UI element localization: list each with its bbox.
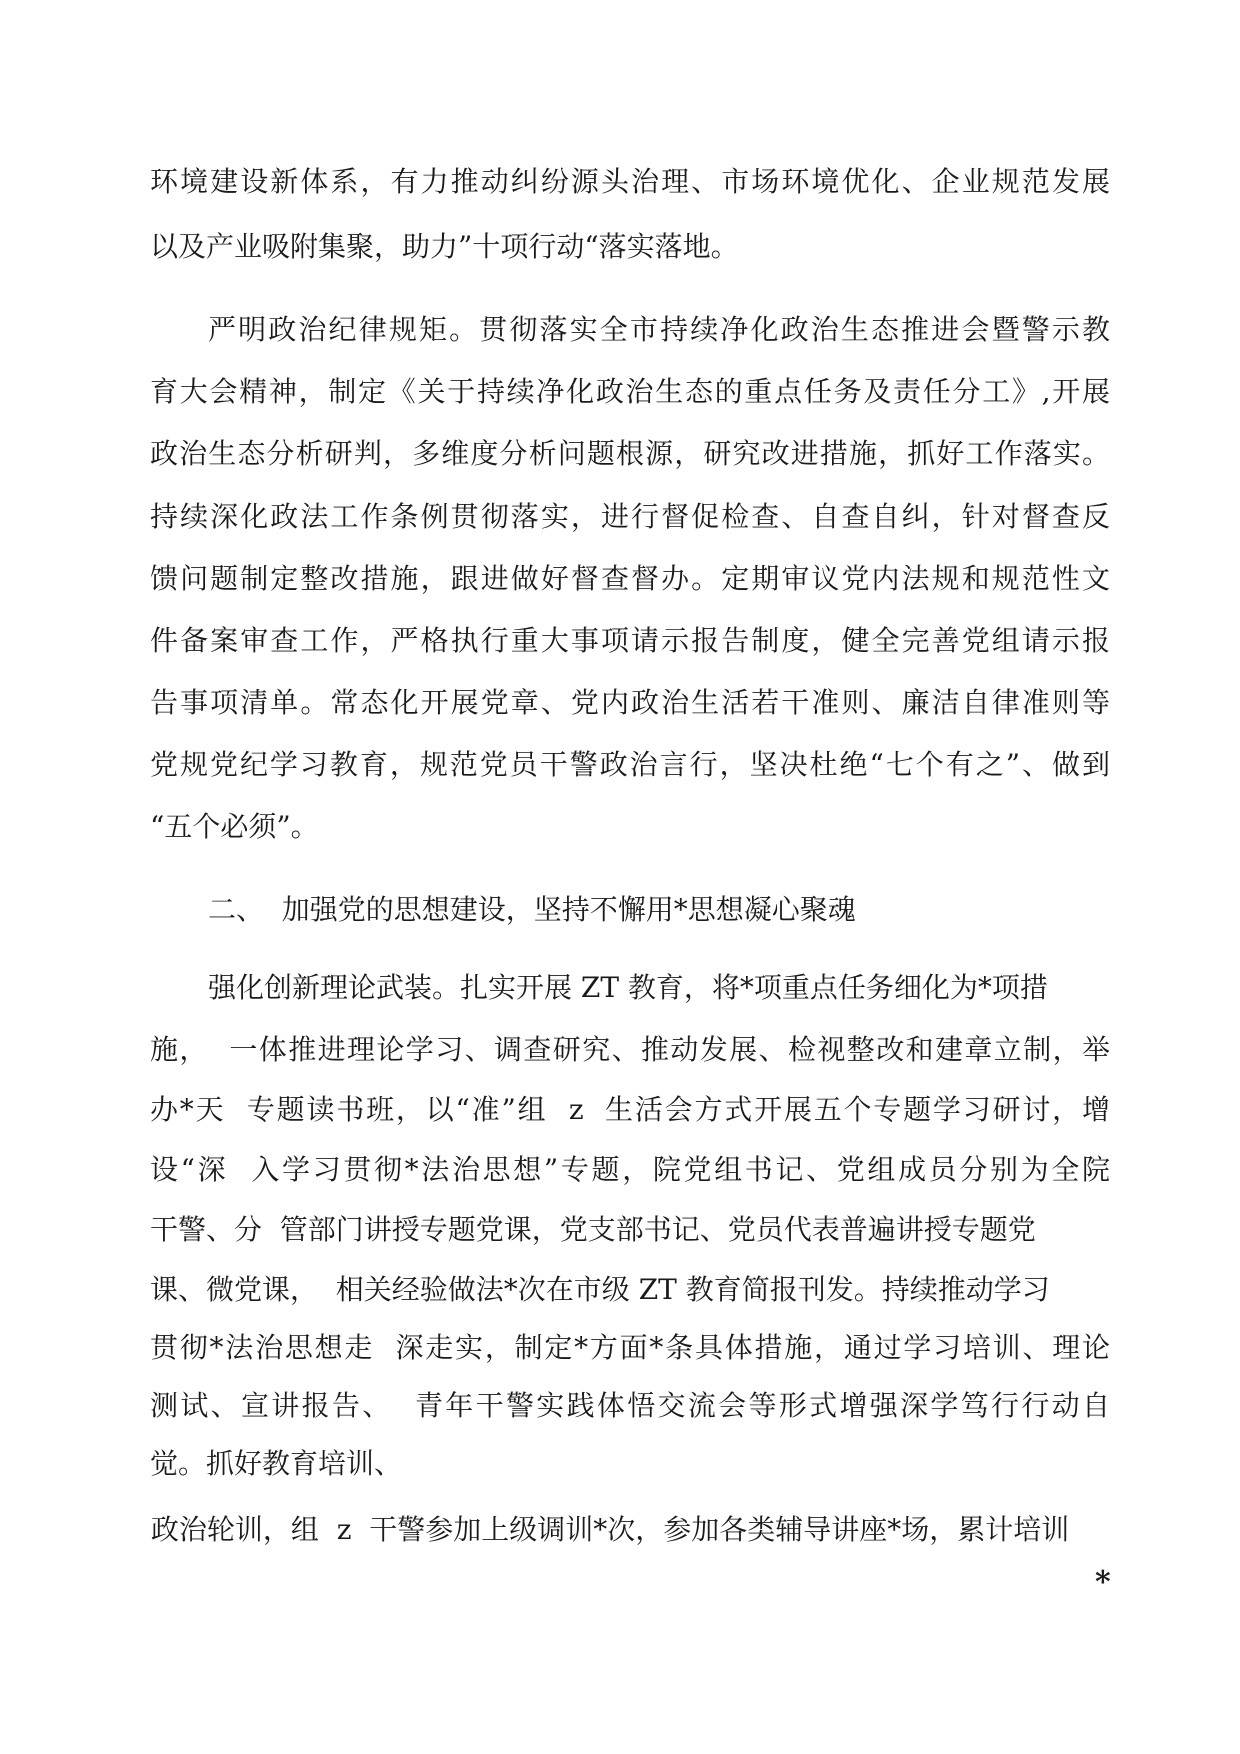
paragraph-line: 环境建设新体系，有力推动纠纷源头治理、市场环境优化、企业规范发展	[150, 165, 1110, 198]
paragraph-line: 党规党纪学习教育，规范党员干警政治言行，坚决杜绝“七个有之”、做到	[150, 748, 1110, 781]
section-heading: 二、 加强党的思想建设，坚持不懈用*思想凝心聚魂	[208, 893, 856, 926]
paragraph-line: 告事项清单。常态化开展党章、党内政治生活若干准则、廉洁自律准则等	[150, 686, 1110, 719]
paragraph-line: 课、微党课， 相关经验做法*次在市级 ZT 教育简报刊发。持续推动学习	[150, 1273, 1050, 1306]
paragraph-line: 政治生态分析研判，多维度分析问题根源，研究改进措施，抓好工作落实。	[150, 437, 1110, 470]
paragraph-line: 办*天 专题读书班，以“准”组 z 生活会方式开展五个专题学习研讨，增	[150, 1093, 1110, 1126]
paragraph-line: 政治轮训，组 z 干警参加上级调训*次，参加各类辅导讲座*场，累计培训	[142, 1513, 1070, 1546]
paragraph-line: 干警、分 管部门讲授专题党课，党支部书记、党员代表普遍讲授专题党	[150, 1213, 1036, 1246]
paragraph-line: 以及产业吸附集聚，助力”十项行动“落实落地。	[150, 230, 739, 263]
paragraph-line: “五个必须”。	[150, 810, 319, 843]
asterisk-mark: *	[1095, 1565, 1111, 1600]
paragraph-line: 件备案审查工作，严格执行重大事项请示报告制度，健全完善党组请示报	[150, 624, 1110, 657]
paragraph-line: 设“深 入学习贯彻*法治思想”专题，院党组书记、党组成员分别为全院	[150, 1153, 1110, 1186]
paragraph-line: 严明政治纪律规矩。贯彻落实全市持续净化政治生态推进会暨警示教	[208, 313, 1110, 346]
paragraph-line: 测试、宣讲报告、 青年干警实践体悟交流会等形式增强深学笃行行动自	[150, 1389, 1110, 1422]
paragraph-line: 持续深化政法工作条例贯彻落实，进行督促检查、自查自纠，针对督查反	[150, 500, 1110, 533]
paragraph-line: 觉。抓好教育培训、	[150, 1447, 403, 1480]
paragraph-line: 馈问题制定整改措施，跟进做好督查督办。定期审议党内法规和规范性文	[150, 562, 1110, 595]
paragraph-line: 贯彻*法治思想走 深走实，制定*方面*条具体措施，通过学习培训、理论	[150, 1331, 1110, 1364]
paragraph-line: 强化创新理论武装。扎实开展 ZT 教育，将*项重点任务细化为*项措	[208, 971, 1048, 1004]
paragraph-line: 施， 一体推进理论学习、调查研究、推动发展、检视整改和建章立制，举	[150, 1033, 1110, 1066]
paragraph-line: 育大会精神，制定《关于持续净化政治生态的重点任务及责任分工》,开展	[150, 375, 1110, 408]
